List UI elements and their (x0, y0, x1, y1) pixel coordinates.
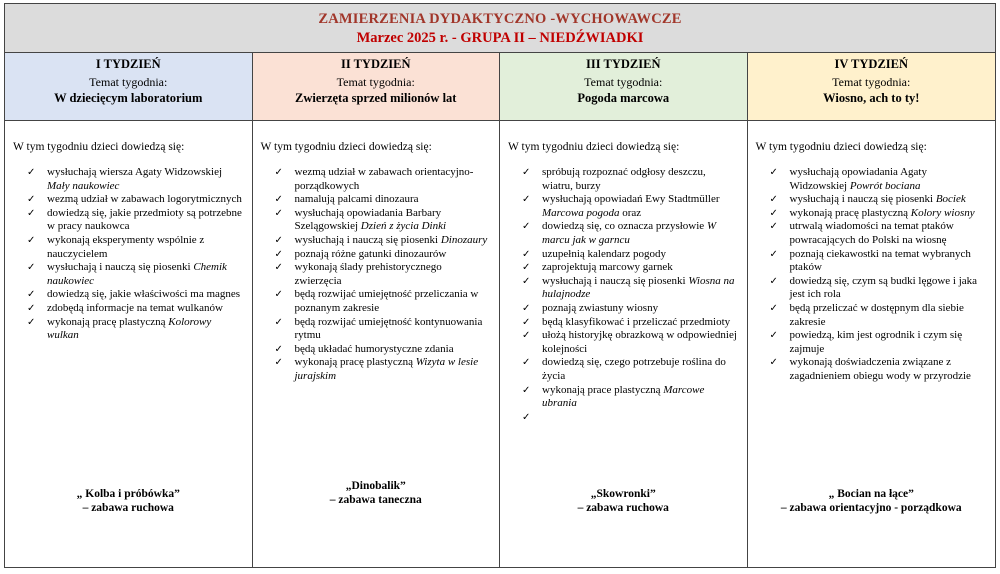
item-title: Dzień z życia Dinki (360, 220, 447, 233)
document-subtitle: Marzec 2025 r. - GRUPA II – NIEDŹWIADKI (356, 30, 644, 46)
item-text: zdobędą informacje na temat wulkanów (47, 301, 223, 314)
list-item (27, 207, 244, 234)
check-icon: ✓ (522, 167, 531, 178)
item-text: wysłuchają i nauczą się piosenki (542, 274, 689, 287)
check-icon: ✓ (274, 289, 283, 301)
item-title: Mały naukowiec (47, 179, 120, 192)
game-name: „ Bocian na łące” (828, 488, 914, 500)
list-item (275, 207, 492, 234)
week-header (748, 53, 996, 121)
week-column-2 (253, 53, 501, 568)
list-item (27, 288, 244, 302)
list-item (275, 356, 492, 383)
game-block (253, 479, 500, 507)
item-text: dowiedzą się, czym są budki lęgowe i jaka jest ich rola (789, 274, 978, 301)
week-header (5, 53, 252, 121)
check-icon: ✓ (769, 207, 778, 219)
check-icon: ✓ (522, 357, 531, 369)
intro-text: W tym tygodniu dzieci dowiedzą się: (13, 141, 185, 153)
list-item (770, 220, 988, 247)
game-block (748, 487, 996, 515)
week-body (253, 121, 500, 568)
item-text: poznają ciekawostki na temat wybranych ptaków (789, 247, 971, 274)
check-icon: ✓ (522, 275, 531, 287)
item-text: wysłuchają opowiadania Agaty Widzowskiej (789, 166, 927, 192)
check-icon: ✓ (522, 262, 531, 274)
check-icon: ✓ (274, 167, 283, 178)
week-header (253, 53, 500, 121)
item-text: wykonają pracę plastyczną (294, 356, 416, 369)
list-item (27, 261, 244, 288)
check-icon: ✓ (522, 302, 531, 314)
item-title: Bociek (935, 193, 966, 206)
item-text: spróbują rozpoznać odgłosy deszczu, wiatru, burzy (542, 166, 706, 192)
check-icon: ✓ (274, 234, 283, 246)
activity-list (508, 166, 739, 423)
check-icon: ✓ (769, 302, 778, 314)
list-item (522, 384, 739, 411)
item-text: wykonają eksperymenty wspólnie z nauczycielem (47, 233, 205, 260)
week-column-3 (500, 53, 748, 568)
check-icon: ✓ (769, 194, 778, 206)
check-icon: ✓ (274, 207, 283, 219)
item-text: będą klasyfikować i przeliczać przedmioty (542, 315, 731, 328)
list-item (522, 166, 739, 193)
list-item (275, 248, 492, 262)
item-text: wysłuchają opowiadań Ewy Stadtmüller (542, 193, 720, 206)
topic-label: Temat tygodnia: (336, 75, 415, 89)
check-icon: ✓ (274, 262, 283, 274)
item-text: wezmą udział w zabawach logorytmicznych (47, 193, 242, 206)
list-item (27, 234, 244, 261)
check-icon: ✓ (27, 234, 36, 246)
intro-text: W tym tygodniu dzieci dowiedzą się: (508, 141, 680, 153)
list-item (275, 288, 492, 315)
week-header (500, 53, 747, 121)
check-icon: ✓ (769, 221, 778, 233)
check-icon: ✓ (769, 275, 778, 287)
topic-name: Pogoda marcowa (577, 91, 670, 105)
list-item (770, 275, 988, 302)
check-icon: ✓ (27, 289, 36, 301)
game-type: – zabawa orientacyjno - porządkowa (780, 502, 962, 514)
item-text: powiedzą, kim jest ogrodnik i czym się zajmuje (789, 329, 963, 355)
list-item (522, 261, 739, 275)
game-block (500, 487, 747, 515)
document-title: ZAMIERZENIA DYDAKTYCZNO -WYCHOWAWCZE (318, 11, 682, 27)
item-title: Powrót bociana (849, 179, 921, 192)
topic-name: W dziecięcym laboratorium (54, 91, 203, 105)
check-icon: ✓ (27, 316, 36, 328)
list-item (770, 207, 988, 221)
list-item (27, 302, 244, 316)
week-title: III TYDZIEŃ (586, 57, 661, 71)
check-icon: ✓ (27, 262, 36, 274)
item-title: Kolory wiosny (910, 206, 975, 219)
item-text: poznają zwiastuny wiosny (542, 301, 659, 314)
item-title: Wizyta w lesie jurajskim (294, 356, 479, 382)
item-text: dowiedzą się, co oznacza przysłowie (542, 220, 707, 233)
item-text: poznają różne gatunki dinozaurów (294, 247, 447, 260)
week-title: IV TYDZIEŃ (834, 57, 909, 71)
check-icon: ✓ (522, 221, 531, 233)
game-name: „Skowronki” (590, 488, 656, 500)
check-icon: ✓ (274, 357, 283, 369)
check-icon: ✓ (522, 194, 531, 206)
item-text: zaprojektują marcowy garnek (542, 261, 673, 274)
item-text: utrwalą wiadomości na temat ptaków powracających do Polski na wiosnę (789, 220, 954, 246)
item-text: będą rozwijać umiejętność przeliczania w poznanym zakresie (294, 288, 479, 314)
item-text: będą przeliczać w dostępnym dla siebie zakresie (789, 301, 964, 328)
item-text: dowiedzą się, jakie przedmioty są potrzebne w pracy naukowca (47, 206, 242, 233)
check-icon: ✓ (769, 357, 778, 369)
week-body (5, 121, 252, 568)
item-text: wysłuchają wiersza Agaty Widzowskiej (47, 166, 223, 178)
activity-list (756, 166, 988, 384)
game-type: – zabawa taneczna (329, 494, 422, 506)
intro-text: W tym tygodniu dzieci dowiedzą się: (755, 141, 927, 153)
list-item (770, 356, 988, 383)
item-text: wysłuchają opowiadania Barbary Szelągowskiej (294, 206, 442, 233)
item-text: wysłuchają i nauczą się piosenki (294, 233, 441, 246)
week-body (500, 121, 747, 568)
game-name: „Dinobalik” (345, 480, 406, 492)
game-name: „ Kolba i próbówka” (76, 488, 180, 500)
item-text: oraz (619, 206, 642, 219)
check-icon: ✓ (769, 248, 778, 260)
week-title: II TYDZIEŃ (340, 57, 411, 71)
list-item (770, 329, 988, 356)
item-text: wysłuchają i nauczą się piosenki (47, 261, 194, 274)
game-type: – zabawa ruchowa (577, 502, 669, 514)
check-icon: ✓ (522, 316, 531, 328)
list-item (522, 302, 739, 316)
list-item (770, 193, 988, 207)
check-icon: ✓ (27, 207, 36, 219)
list-item (27, 316, 244, 343)
item-text: dowiedzą się, czego potrzebuje roślina do życia (542, 356, 726, 382)
check-icon: ✓ (522, 330, 531, 342)
item-text: wykonają pracę plastyczną (789, 206, 911, 219)
item-text: będą układać humorystyczne zdania (294, 342, 454, 355)
item-text: wysłuchają i nauczą się piosenki (789, 193, 936, 206)
list-item (275, 343, 492, 357)
item-text: wykonają ślady prehistorycznego zwierzęcia (294, 261, 442, 287)
check-icon: ✓ (274, 316, 283, 328)
plan-table (4, 3, 996, 568)
check-icon: ✓ (522, 411, 531, 423)
list-item (770, 248, 988, 275)
week-title: I TYDZIEŃ (95, 57, 161, 71)
check-icon: ✓ (27, 302, 36, 314)
topic-label: Temat tygodnia: (584, 75, 663, 89)
game-block (5, 487, 252, 515)
week-body (748, 121, 996, 568)
list-item (275, 166, 492, 193)
item-title: Chemik naukowiec (47, 261, 227, 287)
list-item (275, 261, 492, 288)
week-column-4 (748, 53, 996, 568)
item-text: namalują palcami dinozaura (294, 193, 419, 206)
list-item (522, 248, 739, 262)
item-text: ułożą historyjkę obrazkową w odpowiedniej kolejności (542, 329, 737, 355)
check-icon: ✓ (27, 167, 36, 178)
topic-name: Zwierzęta sprzed milionów lat (295, 91, 457, 105)
intro-text: W tym tygodniu dzieci dowiedzą się: (260, 141, 432, 153)
check-icon: ✓ (522, 384, 531, 396)
game-type: – zabawa ruchowa (82, 502, 174, 514)
list-item (275, 316, 492, 343)
activity-list (13, 166, 244, 343)
item-text: wykonają prace plastyczną (542, 383, 664, 396)
item-title: Kolorowy wulkan (47, 315, 212, 342)
item-text: wykonają pracę plastyczną (47, 315, 169, 328)
item-title: W marcu jak w garncu (542, 220, 717, 246)
list-item (770, 166, 988, 193)
list-item (275, 193, 492, 207)
item-text: uzupełnią kalendarz pogody (542, 247, 667, 260)
list-item (27, 166, 244, 193)
item-title: Wiosna na hulajnodze (542, 274, 735, 301)
list-item (522, 193, 739, 220)
document-header (5, 4, 995, 53)
list-item (522, 220, 739, 247)
item-title: Dinozaury (440, 233, 488, 246)
item-title: Marcowe ubrania (542, 383, 705, 410)
check-icon: ✓ (769, 167, 778, 178)
item-text: będą rozwijać umiejętność kontynuowania rytmu (294, 315, 483, 342)
activity-list (261, 166, 492, 384)
topic-label: Temat tygodnia: (89, 75, 168, 89)
list-item (275, 234, 492, 248)
item-text: dowiedzą się, jakie właściwości ma magnes (47, 288, 241, 301)
item-text: wezmą udział w zabawach orientacyjno-porządkowych (294, 166, 474, 192)
check-icon: ✓ (769, 330, 778, 342)
list-item (27, 193, 244, 207)
check-icon: ✓ (274, 194, 283, 206)
item-title: Marcowa pogoda (542, 206, 620, 219)
topic-label: Temat tygodnia: (832, 75, 911, 89)
week-column-1 (5, 53, 253, 568)
list-item (770, 302, 988, 329)
list-item (522, 329, 739, 356)
list-item (522, 275, 739, 302)
list-item (522, 316, 739, 330)
check-icon: ✓ (27, 194, 36, 206)
topic-name: Wiosno, ach to ty! (823, 91, 920, 105)
check-icon: ✓ (274, 343, 283, 355)
item-text: wykonają doświadczenia związane z zagadnieniem obiegu wody w przyrodzie (789, 356, 971, 382)
check-icon: ✓ (522, 248, 531, 260)
list-item (522, 356, 739, 383)
check-icon: ✓ (274, 248, 283, 260)
